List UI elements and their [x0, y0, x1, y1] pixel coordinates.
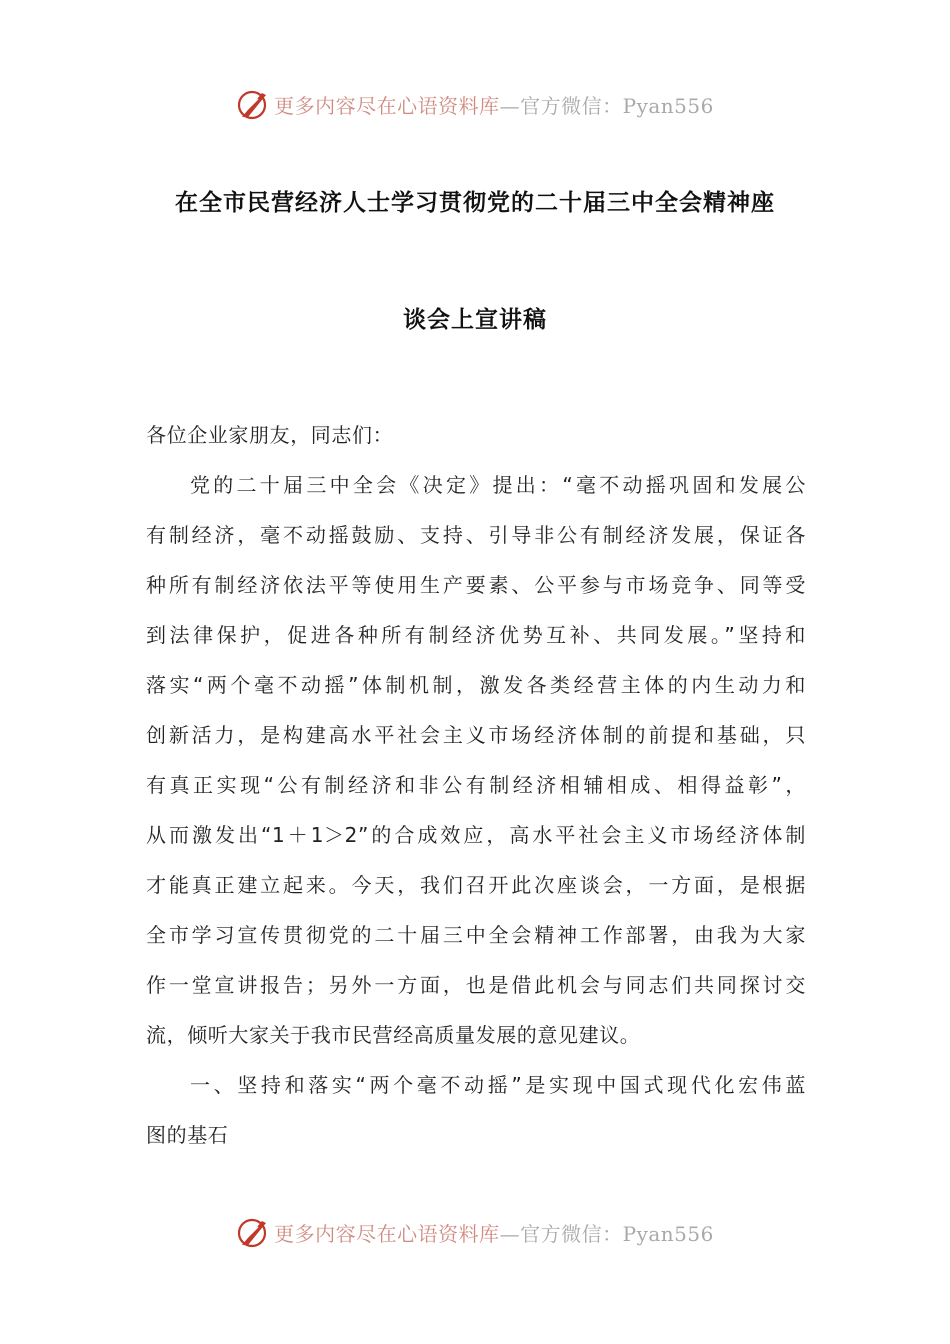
document-body: [146, 420, 806, 1170]
paragraph-line: 作一堂宣讲报告；另外一方面，也是借此机会与同志们共同探讨交: [146, 973, 806, 997]
paragraph-line: 创新活力，是构建高水平社会主义市场经济体制的前提和基础，只: [146, 723, 806, 747]
header-banner: [0, 84, 950, 124]
banner-main-text: 更多内容尽在心语资料库: [274, 1221, 500, 1246]
paragraph-line: 到法律保护，促进各种所有制经济优势互补、共同发展。”坚持和: [146, 623, 806, 647]
banner-text: [274, 1218, 714, 1247]
section-heading-1: [146, 1070, 806, 1170]
banner-sub-text: —官方微信：Pyan556: [499, 93, 714, 118]
paragraph-line: 从而激发出“1＋1＞2”的合成效应，高水平社会主义市场经济体制: [146, 823, 806, 847]
salutation: 各位企业家朋友，同志们：: [146, 423, 394, 447]
paragraph-line: 有真正实现“公有制经济和非公有制经济相辅相成、相得益彰”，: [146, 773, 806, 797]
paragraph-line: 全市学习宣传贯彻党的二十届三中全会精神工作部署，由我为大家: [146, 923, 806, 947]
heading-line: 图的基石: [146, 1123, 229, 1147]
paragraph-line: 种所有制经济依法平等使用生产要素、公平参与市场竞争、同等受: [146, 573, 806, 597]
paragraph-line: 才能真正建立起来。今天，我们召开此次座谈会，一方面，是根据: [146, 873, 806, 897]
paragraph-1: [146, 470, 806, 1070]
heading-line: 一、坚持和落实“两个毫不动摇”是实现中国式现代化宏伟蓝: [190, 1073, 806, 1097]
footer-banner: [0, 1212, 950, 1252]
paragraph-line: 流，倾听大家关于我市民营经高质量发展的意见建议。: [146, 1023, 641, 1047]
paragraph-line: 党的二十届三中全会《决定》提出：“毫不动摇巩固和发展公: [190, 473, 806, 497]
banner-main-text: 更多内容尽在心语资料库: [274, 93, 500, 118]
banner-text: [274, 90, 714, 119]
banner-sub-text: —官方微信：Pyan556: [499, 1221, 714, 1246]
paragraph-line: 落实“两个毫不动摇”体制机制，激发各类经营主体的内生动力和: [146, 673, 806, 697]
quill-pen-logo-icon: [236, 1215, 270, 1249]
document-title-line-1: 在全市民营经济人士学习贯彻党的二十届三中全会精神座: [175, 190, 775, 216]
quill-pen-logo-icon: [236, 87, 270, 121]
document-title-line-2: 谈会上宣讲稿: [403, 307, 547, 333]
paragraph-line: 有制经济，毫不动摇鼓励、支持、引导非公有制经济发展，保证各: [146, 523, 806, 547]
